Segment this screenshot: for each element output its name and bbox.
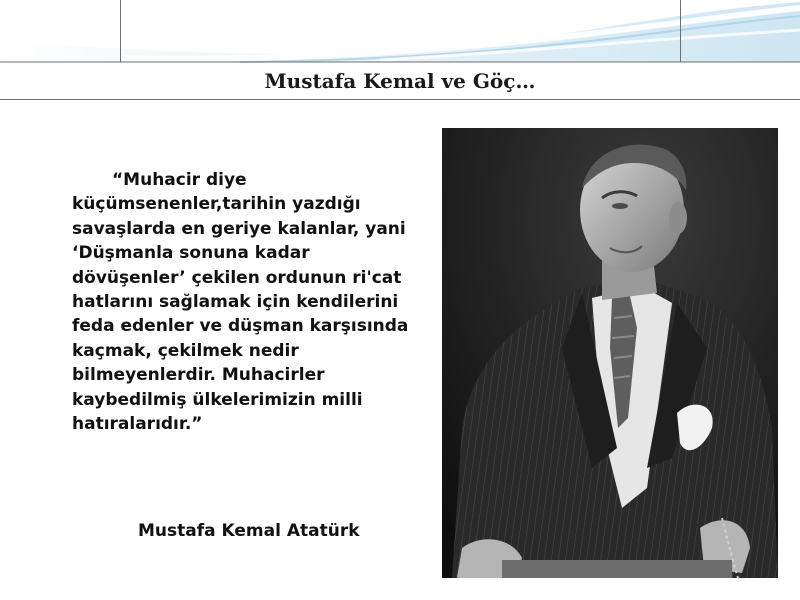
slide-title: Mustafa Kemal ve Göç… [264,69,536,93]
quote-text: “Muhacir diye küçümsenenler,tarihin yazdığı savaşlarda en geriye kalanlar, yani ‘Düşmanla sonuna kadar dövüşenler’ çekilen ordunun ri'cat hatlarını sağlamak için kendilerini feda edenler ve düşman karşısında kaçmak, çekilmek nedir bilmeyenlerdir. Muhacirler kaybedilmiş ülkelerimizin milli hatıralarıdır.” [72,170,409,435]
quote-author: Mustafa Kemal Atatürk [138,521,360,541]
portrait-illustration [442,128,778,578]
portrait-photo [442,128,778,578]
header-band [0,0,800,100]
